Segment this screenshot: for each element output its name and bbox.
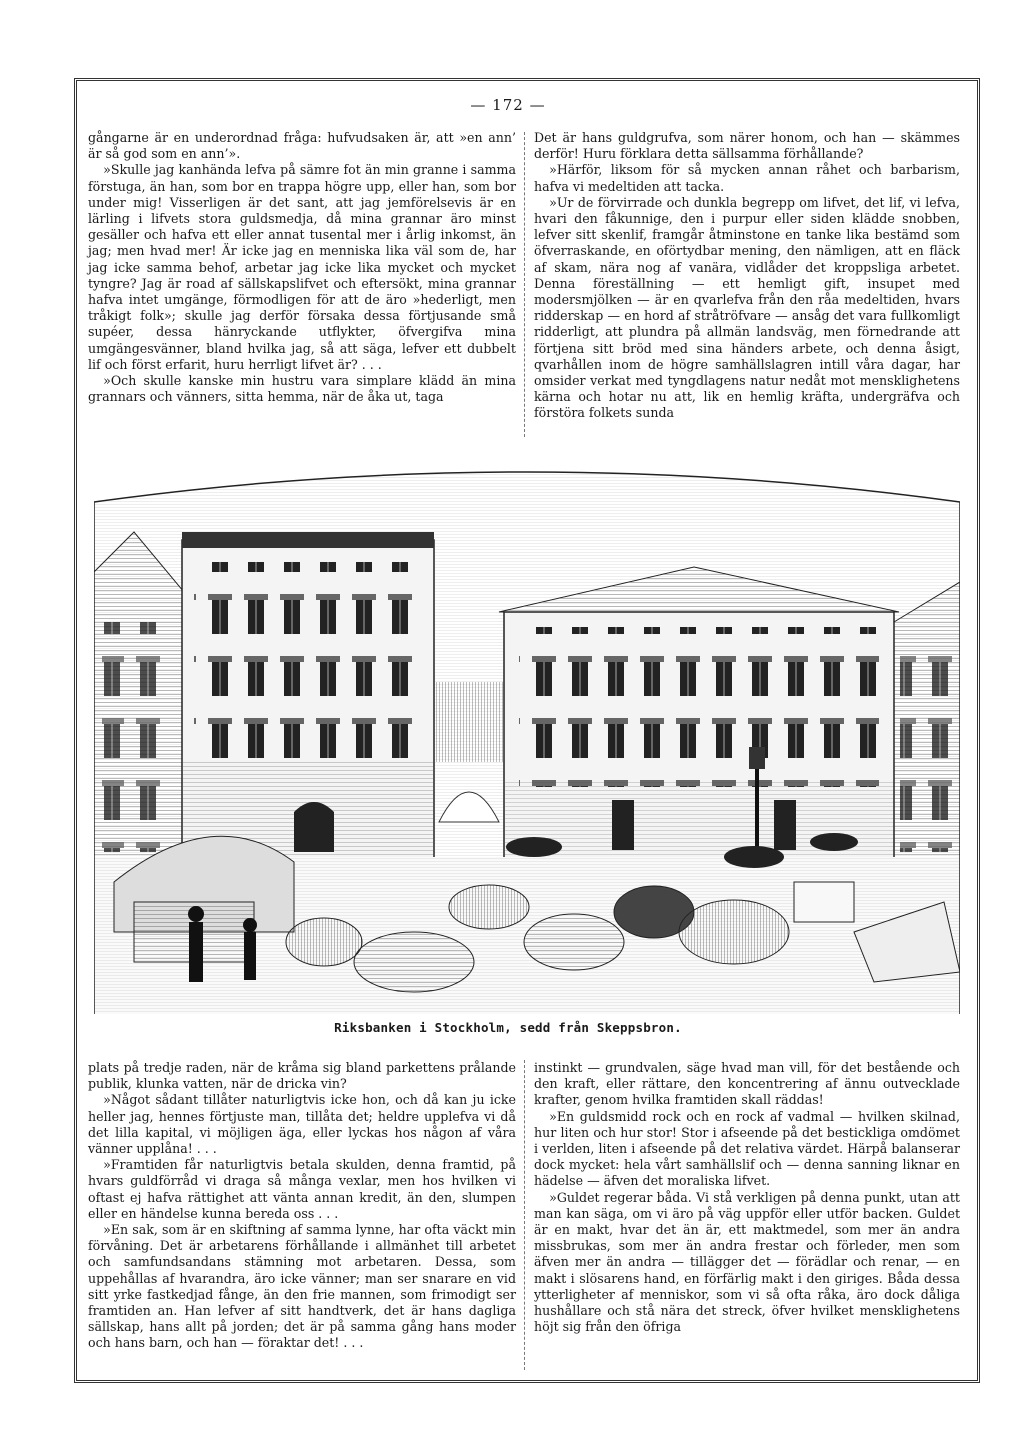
column-divider [524,1060,526,1370]
engraving-riksbanken [94,462,960,1014]
paragraph: gångarne är en underordnad fråga: hufvudsaken är, att »en ann’ är så god som en ann’». [88,130,516,162]
paragraph: plats på tredje raden, när de kråma sig bland parkettens prålande publik, klunka vatten, när de dricka vin? [88,1060,516,1092]
page-number: — 172 — [470,96,546,114]
paragraph: »Skulle jag kanhända lefva på sämre fot än min granne i samma förstuga, än han, som bor en trappa högre upp, eller han, som bor under mig! Visserligen är det sant, att jag jemförelsevis är en lärling i lifvets stora guldsmedja, då mina grannar äro minst gesäller och hafva ett eller annat tusental mer i årlig inkomst, än jag; men hvad mer! Är icke jag en menniska lika väl som de, har jag icke samma behof, arbetar jag icke lika mycket och mycket tyngre? Jag är road af sällskapslifvet och eftersökt, mina grannar hafva intet umgänge, förmodligen för att de äro »hederligt, men tråkigt folk»; skulle jag derför försaka dessa förtjusande små supéer, dessa hänryckande utflykter, öfvergifva mina umgängesvänner, bland hvilka jag, så att säga, lefver ett dubbelt lif och först erfarit, huru herrligt lifvet är? . . . [88,162,516,372]
paragraph: »Ur de förvirrade och dunkla begrepp om lifvet, det lif, vi lefva, hvari den fåkunnige, den i purpur eller siden klädde snobben, lefver sitt skenlif, framgår åtminstone en tanke lika bestämd som öfverraskande, en oförtydbar mening, den nämligen, att en fläck af skam, nära nog af vanära, vidlåder det kroppsliga arbetet. Denna föreställning — ett hemligt gift, insupet med modersmjölken — är en qvarlefva från den råa medeltiden, hvars ridderskap — en hord af stråtröfvare — ansåg det vara fullkomligt ridderligt, att plundra på allmän landsväg, men förnedrande att förtjena sitt bröd med sina händers arbete, och denna åsigt, qvarhållen inom de högre samhällslagren intill våra dagar, har omsider verkat med tyngdlagens natur nedåt mot mensklighetens kärna och hotar nu att, lik en hemlig kräfta, undergräfva och förstöra folkets sunda [534,194,960,421]
paragraph: »Härför, liksom för så mycken annan råhet och barbarism, hafva vi medeltiden att tacka. [534,162,960,194]
paragraph: »En sak, som är en skiftning af samma lynne, har ofta väckt min förvåning. Det är arbetarens förhållande i allmänhet till arbetet och samfundsandans stämning mot arbetaren. Dessa, som uppehållas af hvarandra, äro icke vänner; man ser snarare en vid sitt yrke fastkedjad fånge, än den frie mannen, som frimodigt ser framtiden an. Han lefver af sitt handtverk, det är hans dagliga sällskap, hans allt på jorden; det är på samma gång hans moder och hans barn, och han — föraktar det! . . . [88,1222,516,1351]
paragraph: »Och skulle kanske min hustru vara simplare klädd än mina grannars och vänners, sitta hemma, när de åka ut, taga [88,373,516,405]
paragraph: instinkt — grundvalen, säge hvad man vill, för det bestående och den kraft, eller rättare, den koncentrering af ännu outvecklade krafter, genom hvilka framtiden skall räddas! [534,1060,960,1108]
column-top-left [88,130,516,405]
paragraph: »Guldet regerar båda. Vi stå verkligen på denna punkt, utan att man kan säga, om vi äro på väg uppför eller utför backen. Guldet är en makt, hvar det än är, ett maktmedel, som mer än andra missbrukas, som mer än andra frestar och förleder, men som äfven mer än andra — tillägger det — förädlar och renar, — en makt i slösarens hand, en förfärlig makt i den giriges. Båda dessa ytterligheter af menniskor, som vi så ofta råka, äro dock dåliga hushållare och stå nära det streck, öfver hvilket mensklighetens höjt sig från den öfriga [534,1189,960,1335]
illustration-caption: Riksbanken i Stockholm, sedd från Skeppsbron. [334,1020,682,1035]
column-bottom-left [88,1060,516,1352]
paragraph: »En guldsmidd rock och en rock af vadmal — hvilken skilnad, hur liten och hur stor! Stor i afseende på det bestickliga omdömet i verlden, liten i afseende på det relativa värdet. Härpå balanserar dock mycket: hela vårt samhällslif och — denna sanning liknar en hädelse — äfven det moraliska lifvet. [534,1108,960,1189]
column-bottom-right [534,1060,960,1335]
paragraph: »Framtiden får naturligtvis betala skulden, denna framtid, på hvars guldförråd vi draga så många vexlar, men hos hvilken vi oftast ej hafva rättighet att vänta annan kredit, än den, slumpen eller en händelse kunna bereda oss . . . [88,1157,516,1221]
column-top-right [534,130,960,422]
paragraph: »Något sådant tillåter naturligtvis icke hon, och då kan ju icke heller jag, hennes förtjuste man, tillåta det; heldre upplefva vi då det lilla kapital, vi möjligen äga, eller lyckas hos någon af våra vänner upplåna! . . . [88,1092,516,1157]
paragraph: Det är hans guldgrufva, som närer honom, och han — skämmes derför! Huru förklara detta sällsamma förhållande? [534,130,960,162]
column-divider [524,132,526,437]
